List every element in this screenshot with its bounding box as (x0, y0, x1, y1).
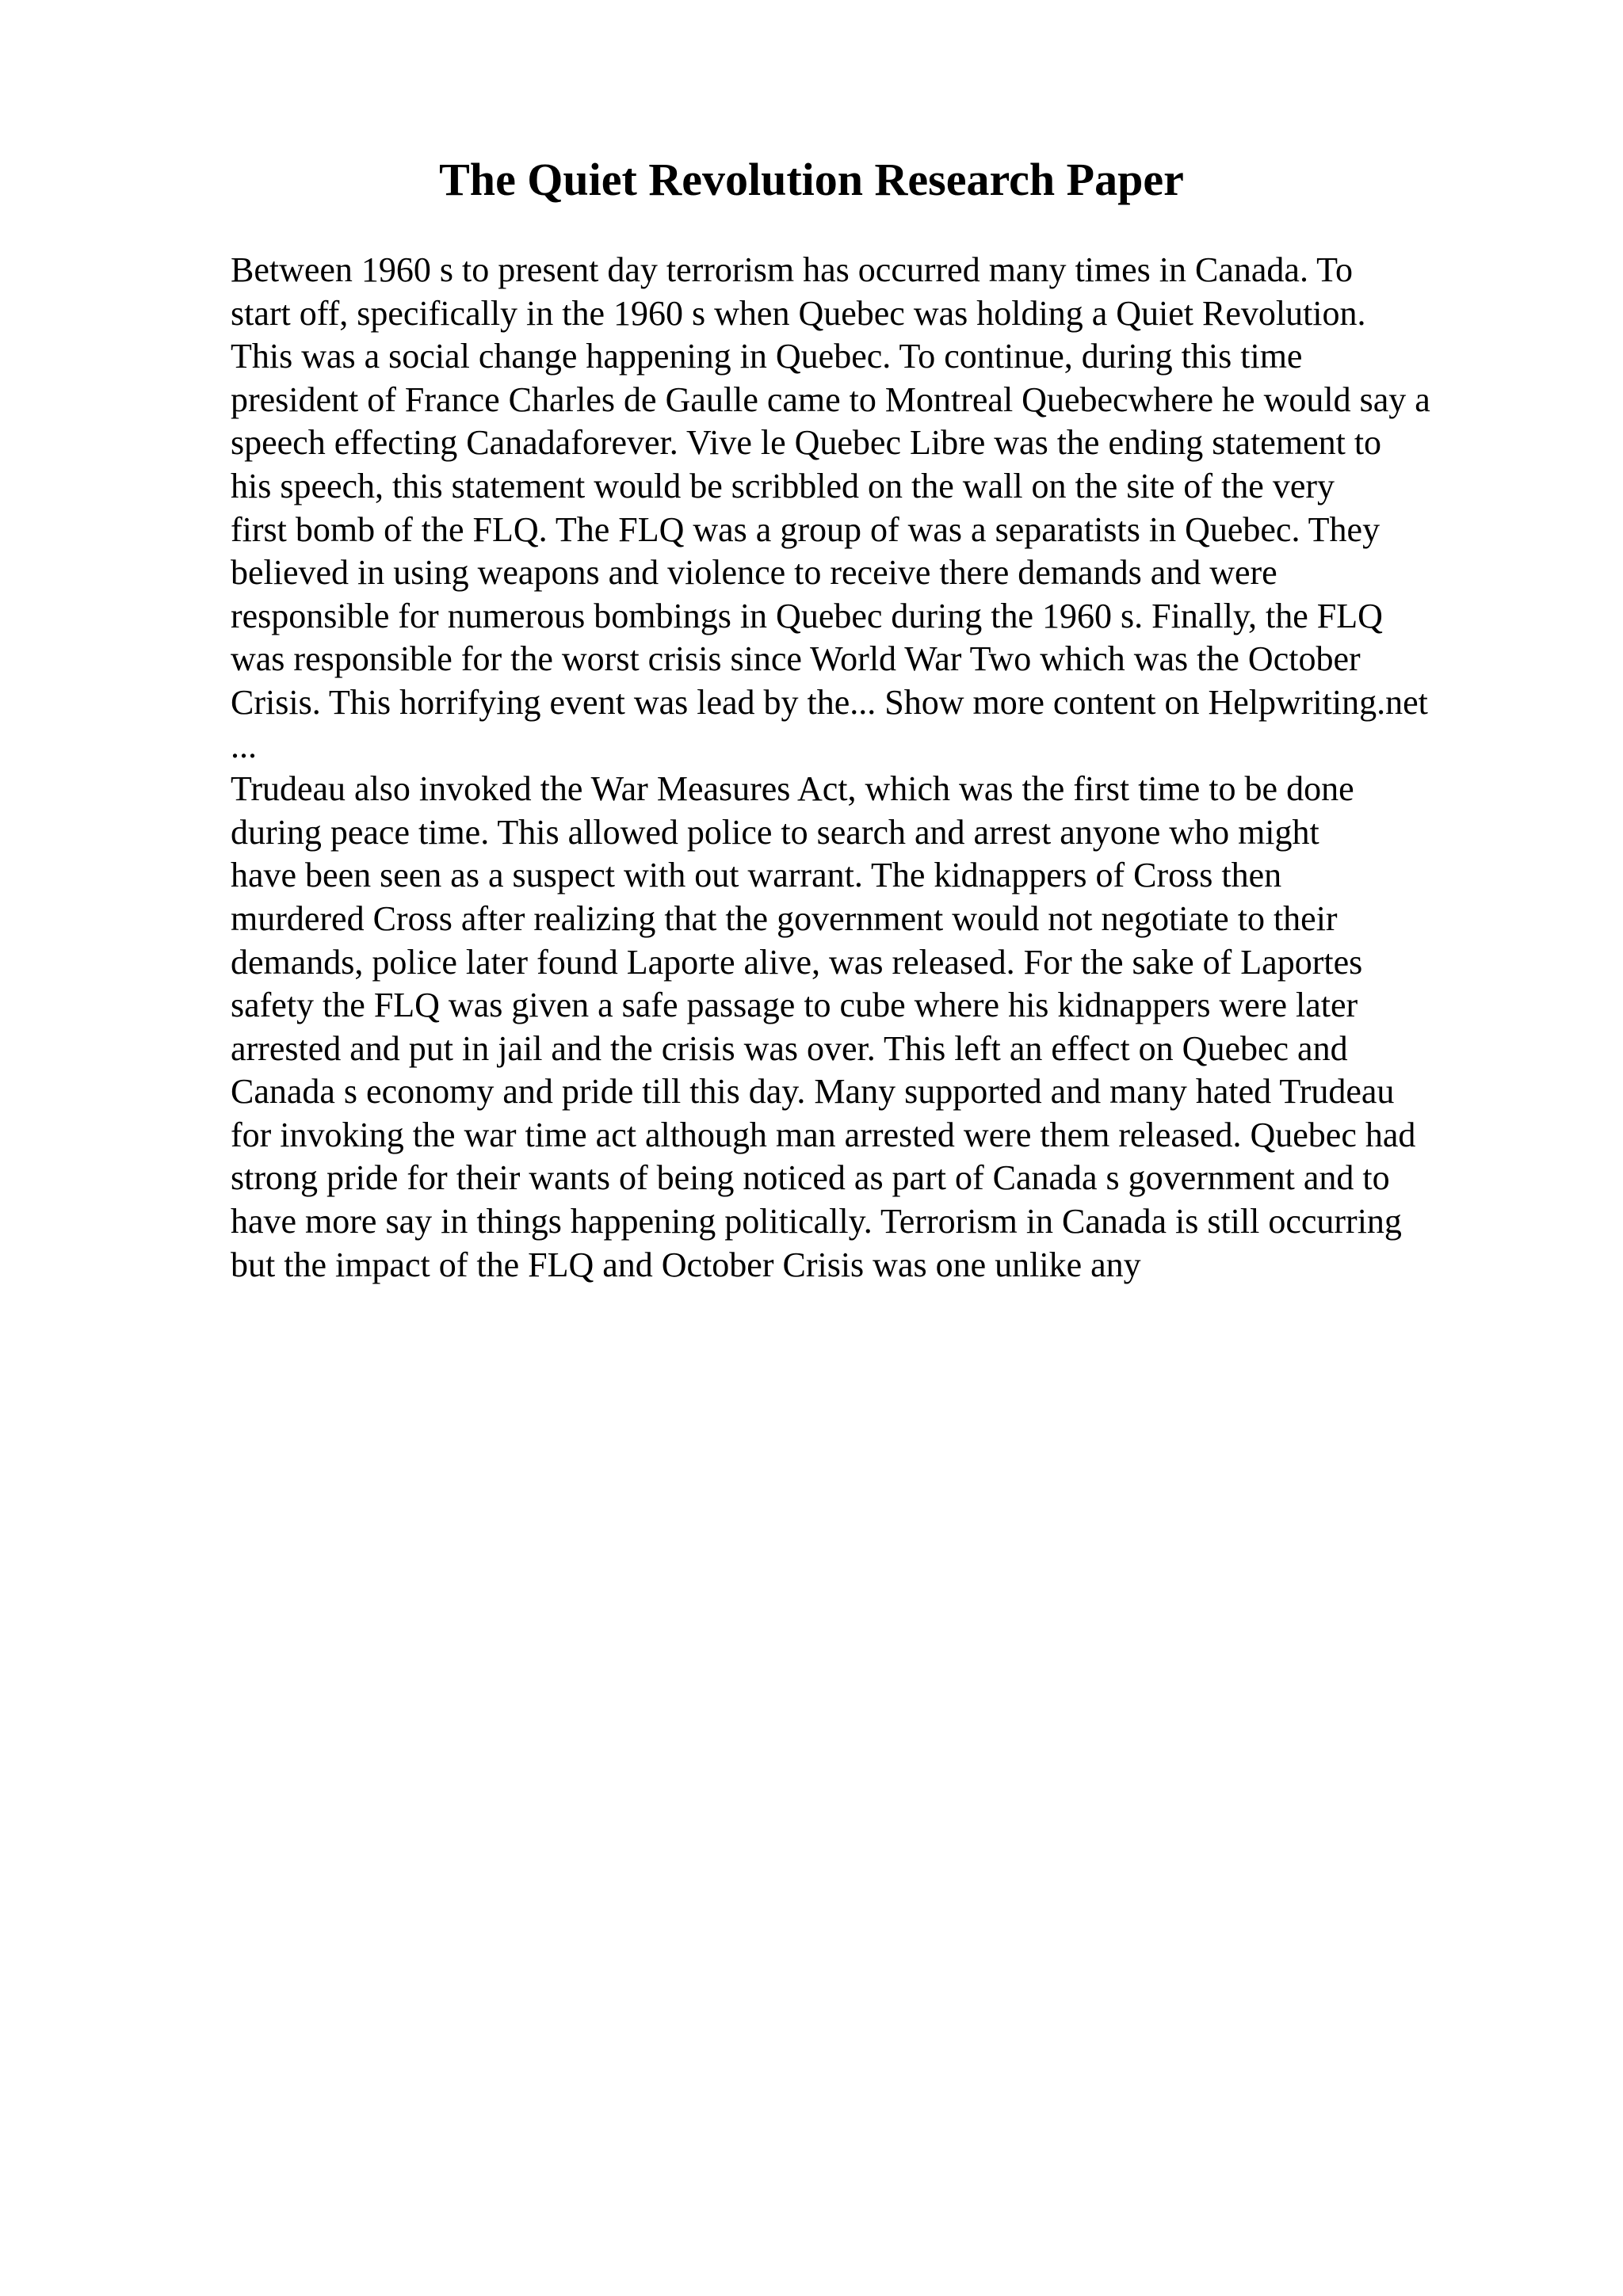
body-line: first bomb of the FLQ. The FLQ was a group of was a separatists in Quebec. They (231, 509, 1381, 549)
body-line: Trudeau also invoked the War Measures Act, which was the first time to be done (231, 769, 1354, 809)
body-line: believed in using weapons and violence to receive there demands and were (231, 553, 1277, 593)
body-line: demands, police later found Laporte alive, was released. For the sake of Laportes (231, 942, 1363, 982)
body-line: responsible for numerous bombings in Quebec during the 1960 s. Finally, the FLQ (231, 596, 1383, 635)
body-line: during peace time. This allowed police to search and arrest anyone who might (231, 812, 1319, 852)
body-line: strong pride for their wants of being noticed as part of Canada s government and to (231, 1158, 1390, 1198)
body-line: This was a social change happening in Quebec. To continue, during this time (231, 337, 1303, 376)
document-body (231, 249, 1514, 1287)
body-line: Crisis. This horrifying event was lead by the... Show more content on Helpwriting.net (231, 682, 1428, 722)
body-line: safety the FLQ was given a safe passage to cube where his kidnappers were later (231, 986, 1358, 1025)
body-line: arrested and put in jail and the crisis was over. This left an effect on Quebec and (231, 1028, 1348, 1068)
body-line: have been seen as a suspect with out warrant. The kidnappers of Cross then (231, 856, 1282, 895)
page-title: The Quiet Revolution Research Paper (439, 154, 1184, 205)
body-line: start off, specifically in the 1960 s when Quebec was holding a Quiet Revolution. (231, 293, 1366, 333)
body-line: speech effecting Canadaforever. Vive le Quebec Libre was the ending statement to (231, 423, 1382, 463)
body-line: Between 1960 s to present day terrorism has occurred many times in Canada. To (231, 250, 1353, 289)
body-line: Canada s economy and pride till this day. Many supported and many hated Trudeau (231, 1072, 1395, 1112)
body-line: his speech, this statement would be scribbled on the wall on the site of the very (231, 466, 1335, 505)
body-line: was responsible for the worst crisis since World War Two which was the October (231, 639, 1361, 679)
body-line: ... (231, 726, 257, 765)
body-line: president of France Charles de Gaulle came to Montreal Quebecwhere he would say a (231, 379, 1430, 419)
body-line: for invoking the war time act although man arrested were them released. Quebec had (231, 1115, 1416, 1154)
body-line: but the impact of the FLQ and October Crisis was one unlike any (231, 1245, 1141, 1284)
body-line: have more say in things happening politically. Terrorism in Canada is still occurring (231, 1202, 1402, 1241)
body-line: murdered Cross after realizing that the government would not negotiate to their (231, 898, 1338, 938)
